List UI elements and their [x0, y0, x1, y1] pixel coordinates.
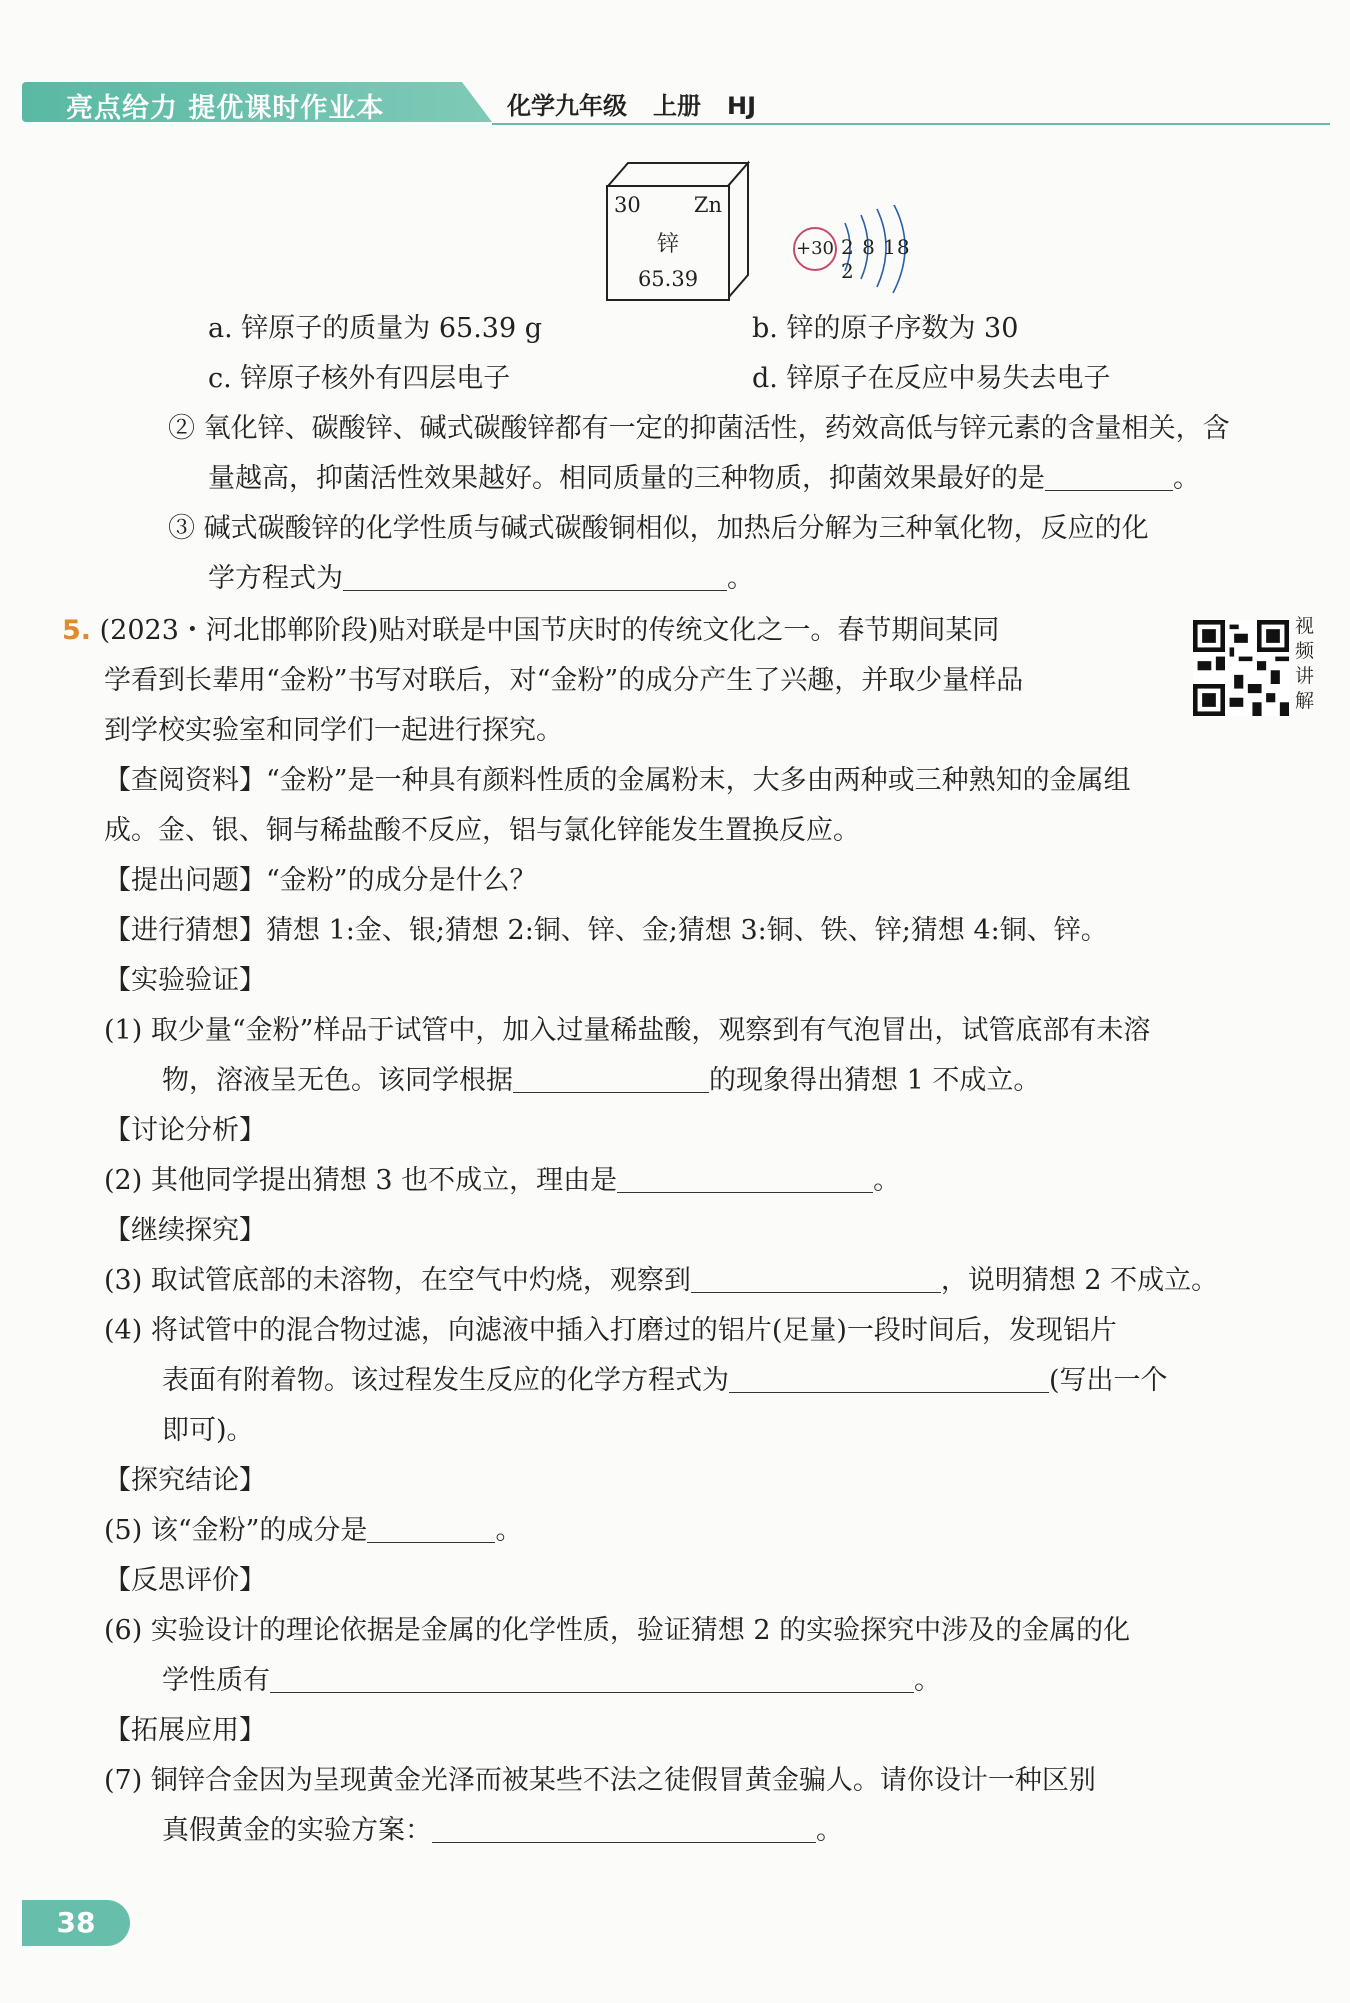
option-d: d. 锌原子在反应中易失去电子	[752, 363, 1111, 394]
volume-label: 上册	[653, 92, 701, 120]
q4-part2-line1: ② 氧化锌、碳酸锌、碱式碳酸锌都有一定的抑菌活性，药效高低与锌元素的含量相关，含	[168, 413, 1230, 444]
page-number: 38	[22, 1900, 130, 1946]
period: 。	[1173, 463, 1200, 494]
answer-blank[interactable]	[1045, 464, 1173, 491]
step4-line3: 即可)。	[162, 1415, 254, 1446]
answer-blank[interactable]	[729, 1366, 1049, 1393]
atomic-number: 30	[614, 193, 641, 217]
reference-line1: 【查阅资料】“金粉”是一种具有颜料性质的金属粉末，大多由两种或三种熟知的金属组	[104, 765, 1131, 796]
step1-line2	[162, 1064, 1040, 1098]
answer-blank[interactable]	[432, 1816, 816, 1843]
step4-line2	[162, 1364, 1168, 1398]
page-header	[22, 80, 1330, 126]
answer-blank[interactable]	[367, 1516, 495, 1543]
element-name: 锌	[656, 232, 679, 257]
hypotheses: 【进行猜想】猜想 1:金、银;猜想 2:铜、锌、金;猜想 3:铜、铁、锌;猜想 4:铜、锌。	[104, 915, 1108, 946]
answer-blank[interactable]	[691, 1266, 941, 1293]
q4-part2-line2	[208, 462, 1200, 496]
question-prompt: 【提出问题】“金粉”的成分是什么？	[104, 865, 537, 896]
step6-line1: (6) 实验设计的理论依据是金属的化学性质，验证猜想 2 的实验探究中涉及的金属的化	[104, 1615, 1131, 1646]
option-c: c. 锌原子核外有四层电子	[208, 363, 511, 394]
q4-part3-line2	[208, 562, 754, 596]
step7-line1: (7) 铜锌合金因为呈现黄金光泽而被某些不法之徒假冒黄金骗人。请你设计一种区别	[104, 1765, 1096, 1796]
step1-text: 物，溶液呈无色。该同学根据	[162, 1065, 513, 1096]
heading-discuss: 【讨论分析】	[104, 1115, 266, 1146]
step5-text: (5) 该“金粉”的成分是	[104, 1515, 368, 1546]
header-divider	[492, 123, 1330, 125]
element-symbol: Zn	[693, 193, 722, 217]
step4-text: 表面有附着物。该过程发生反应的化学方程式为	[162, 1365, 729, 1396]
q4-part3-text: 学方程式为	[208, 563, 343, 594]
step7-line2	[162, 1814, 843, 1848]
step6-text: 学性质有	[162, 1665, 270, 1696]
reference-line2: 成。金、银、铜与稀盐酸不反应，铝与氯化锌能发生置换反应。	[104, 815, 860, 846]
step1-text-end: 的现象得出猜想 1 不成立。	[709, 1065, 1041, 1096]
book-title: 亮点给力 提优课时作业本	[66, 93, 385, 124]
subject-label: 化学九年级	[507, 92, 627, 120]
step6-line2	[162, 1664, 941, 1698]
step1-line1: (1) 取少量“金粉”样品于试管中，加入过量稀盐酸，观察到有气泡冒出，试管底部有未溶	[104, 1015, 1151, 1046]
q4-part2-text: 量越高，抑菌活性效果越好。相同质量的三种物质，抑菌效果最好的是	[208, 463, 1045, 494]
period: 。	[873, 1165, 901, 1196]
period: 。	[495, 1515, 523, 1546]
period: 。	[727, 563, 754, 594]
question-number: 5.	[62, 615, 92, 646]
answer-blank[interactable]	[617, 1166, 873, 1193]
q5-intro-line1	[62, 614, 999, 648]
step5	[104, 1514, 522, 1548]
book-info	[507, 86, 782, 121]
heading-verify: 【实验验证】	[104, 965, 266, 996]
heading-reflect: 【反思评价】	[104, 1565, 266, 1596]
heading-conclusion: 【探究结论】	[104, 1465, 266, 1496]
zinc-figure	[600, 155, 930, 305]
step3	[104, 1264, 1218, 1298]
q5-intro-text: (2023・河北邯郸阶段)贴对联是中国节庆时的传统文化之一。春节期间某同	[99, 615, 1000, 646]
answer-blank[interactable]	[513, 1066, 709, 1093]
step3-text-end: ，说明猜想 2 不成立。	[940, 1265, 1219, 1296]
option-a: a. 锌原子的质量为 65.39 g	[208, 313, 543, 344]
q4-part3-line1: ③ 碱式碳酸锌的化学性质与碱式碳酸铜相似，加热后分解为三种氧化物，反应的化	[168, 513, 1149, 544]
nucleus: +30	[793, 227, 837, 271]
heading-continue: 【继续探究】	[104, 1215, 266, 1246]
heading-extend: 【拓展应用】	[104, 1715, 266, 1746]
q5-intro-line2: 学看到长辈用“金粉”书写对联后，对“金粉”的成分产生了兴趣，并取少量样品	[104, 665, 1024, 696]
step3-text: (3) 取试管底部的未溶物，在空气中灼烧，观察到	[104, 1265, 691, 1296]
atom-structure-diagram	[783, 205, 923, 295]
qr-code-icon[interactable]	[1193, 620, 1289, 716]
step2	[104, 1164, 900, 1198]
q5-intro-line3: 到学校实验室和同学们一起进行探究。	[104, 715, 563, 746]
answer-blank[interactable]	[270, 1666, 914, 1693]
step7-text: 真假黄金的实验方案：	[162, 1815, 432, 1846]
step2-text: (2) 其他同学提出猜想 3 也不成立，理由是	[104, 1165, 618, 1196]
qr-video-label: 视频讲解	[1295, 615, 1315, 712]
shell-electrons: 2 8 18 2	[841, 235, 911, 283]
period: 。	[816, 1815, 843, 1846]
answer-blank[interactable]	[343, 564, 727, 591]
atomic-mass: 65.39	[637, 267, 699, 291]
step4-line1: (4) 将试管中的混合物过滤，向滤液中插入打磨过的铝片(足量)一段时间后，发现铝片	[104, 1315, 1117, 1346]
element-cell	[606, 185, 730, 301]
period: 。	[914, 1665, 941, 1696]
step4-text-end: (写出一个	[1049, 1365, 1168, 1396]
option-b: b. 锌的原子序数为 30	[752, 313, 1019, 344]
edition-label: HJ	[727, 92, 757, 120]
